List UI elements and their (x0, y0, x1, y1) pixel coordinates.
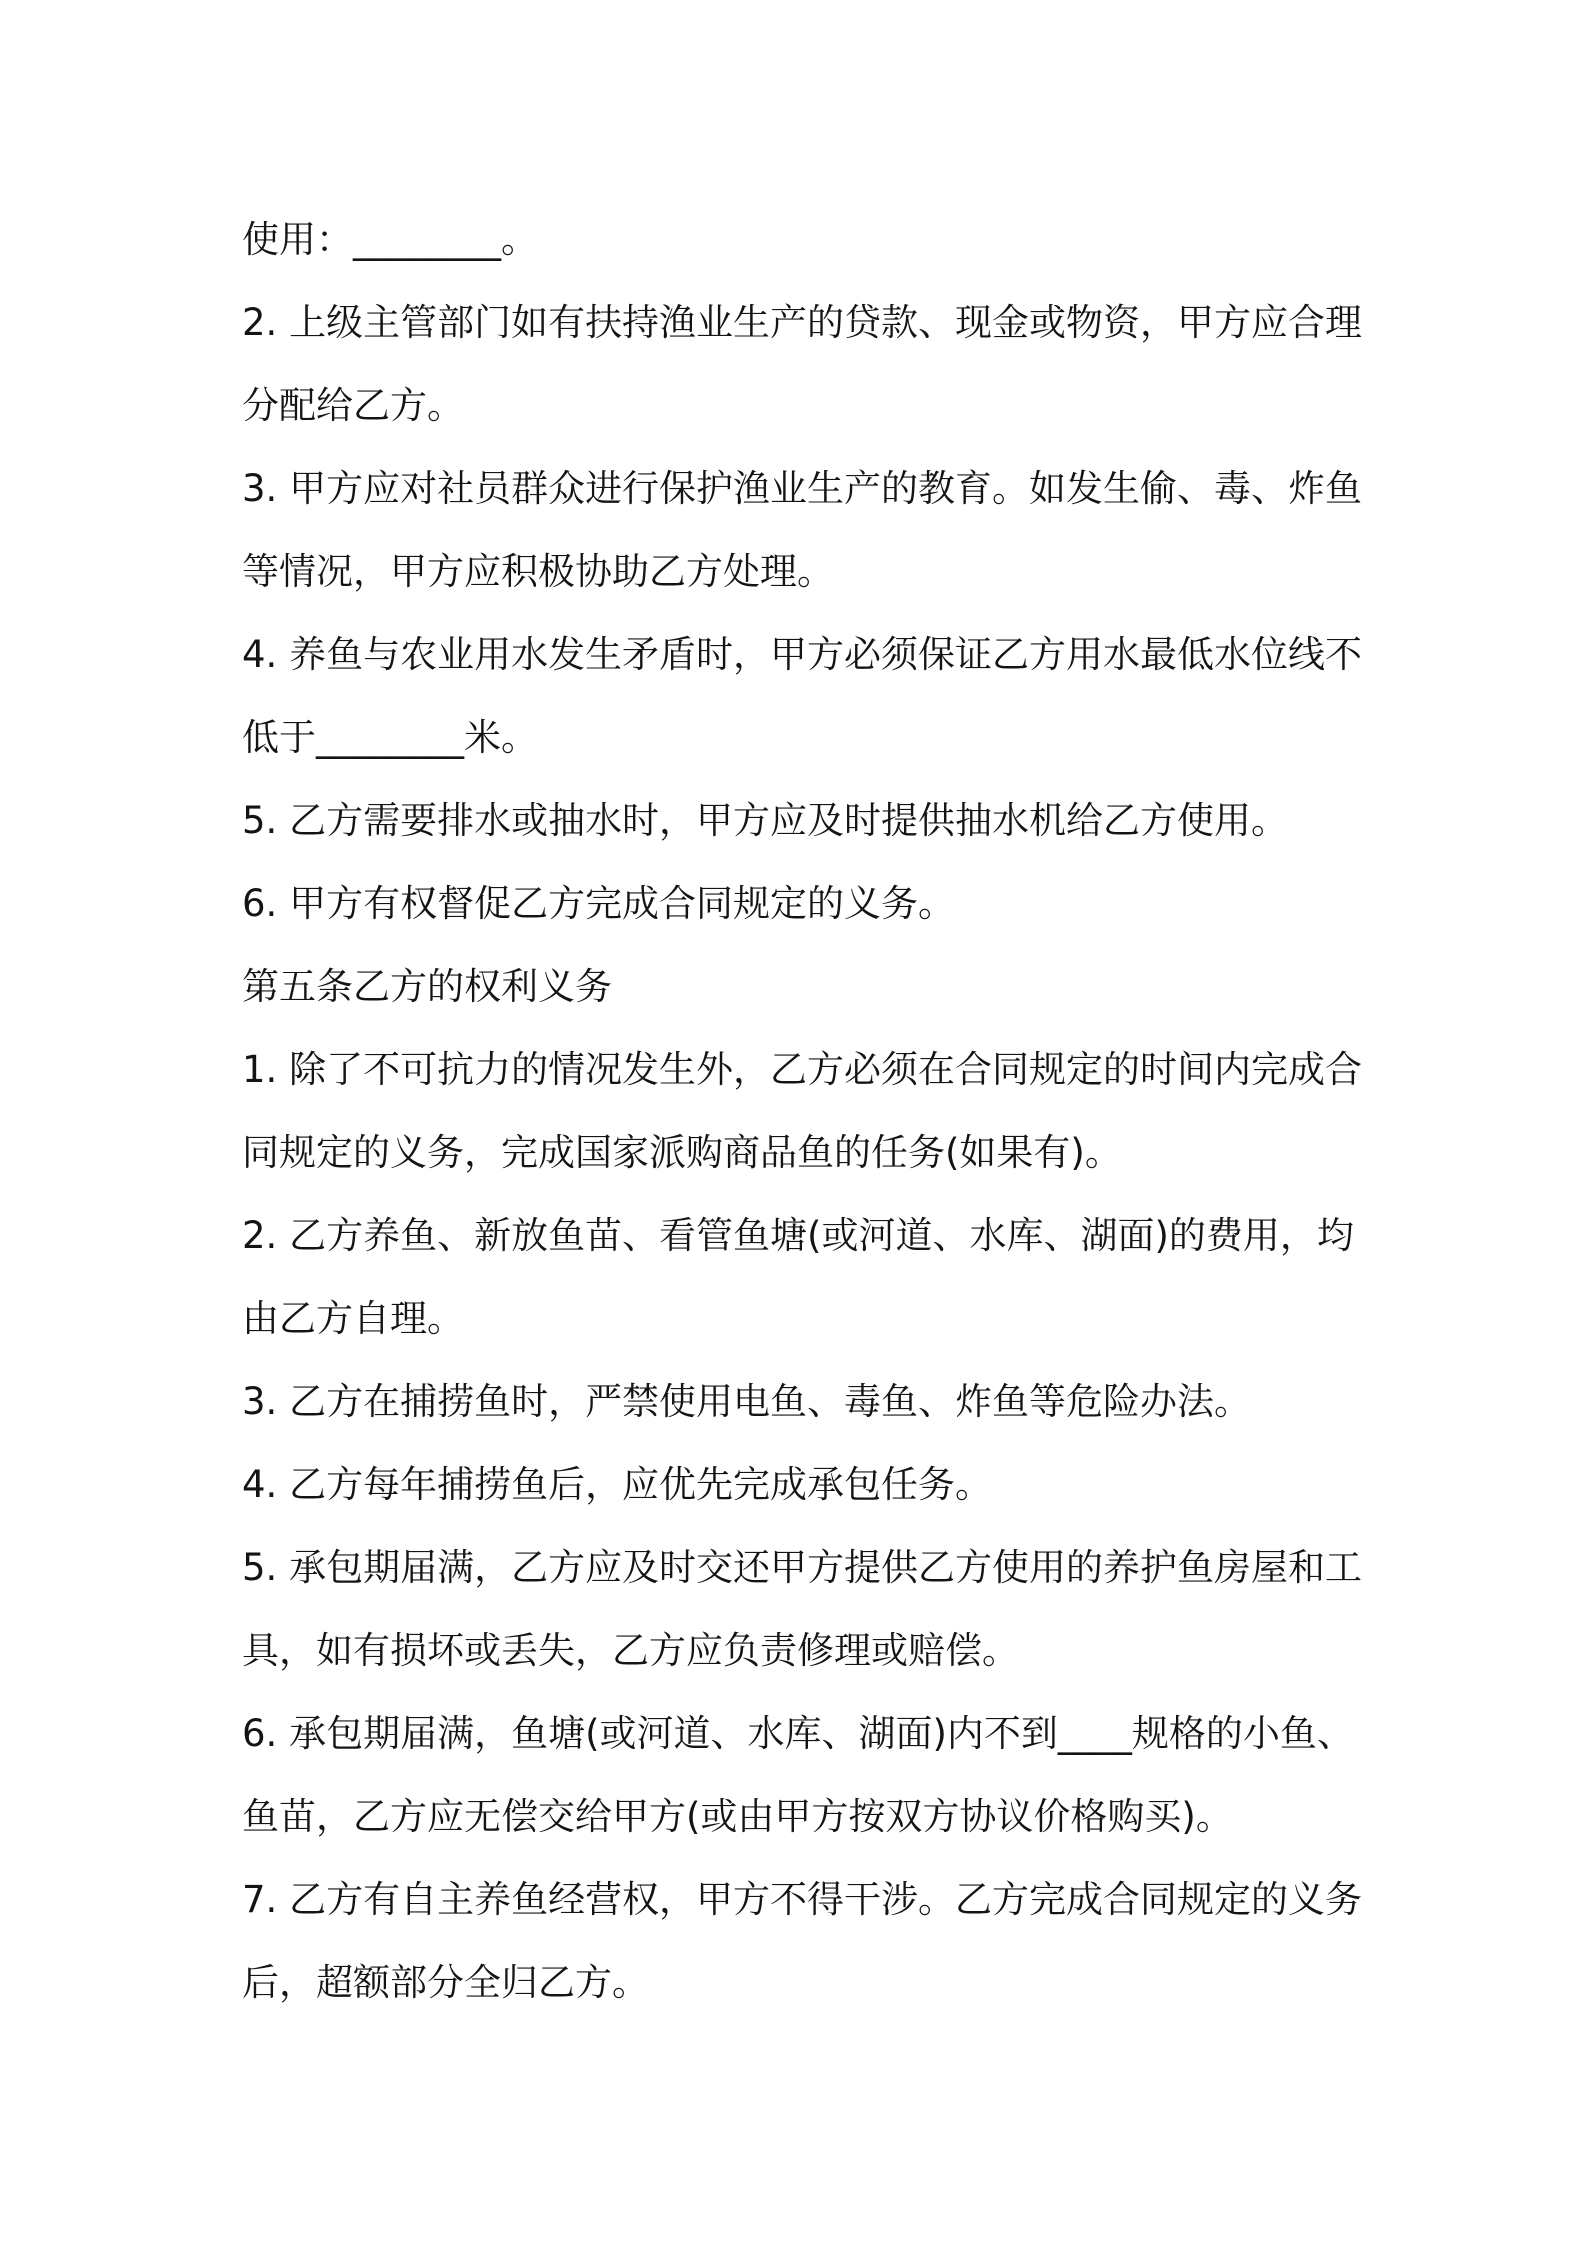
text-line: 由乙方自理。 (242, 1297, 464, 1340)
text-line: 2. 乙方养鱼、新放鱼苗、看管鱼塘(或河道、水库、湖面)的费用，均 (242, 1214, 1354, 1257)
text-line: 2. 上级主管部门如有扶持渔业生产的贷款、现金或物资，甲方应合理 (242, 301, 1363, 344)
document-body (242, 198, 1362, 2024)
text-line: 同规定的义务，完成国家派购商品鱼的任务(如果有)。 (242, 1131, 1122, 1174)
text-line: 3. 甲方应对社员群众进行保护渔业生产的教育。如发生偷、毒、炸鱼 (242, 467, 1363, 510)
section-heading: 第五条乙方的权利义务 (242, 965, 612, 1008)
text-line: 4. 乙方每年捕捞鱼后，应优先完成承包任务。 (242, 1463, 993, 1506)
text-line: 7. 乙方有自主养鱼经营权，甲方不得干涉。乙方完成合同规定的义务 (242, 1878, 1363, 1921)
text-line: 3. 乙方在捕捞鱼时，严禁使用电鱼、毒鱼、炸鱼等危险办法。 (242, 1380, 1252, 1423)
text-line: 分配给乙方。 (242, 384, 464, 427)
text-line: 鱼苗，乙方应无偿交给甲方(或由甲方按双方协议价格购买)。 (242, 1795, 1233, 1838)
text-line: 低于________米。 (242, 716, 538, 759)
text-line: 5. 乙方需要排水或抽水时，甲方应及时提供抽水机给乙方使用。 (242, 799, 1289, 842)
text-line: 使用：________。 (242, 218, 538, 261)
text-line: 具，如有损坏或丢失，乙方应负责修理或赔偿。 (242, 1629, 1019, 1672)
text-line: 后，超额部分全归乙方。 (242, 1961, 649, 2004)
text-line: 5. 承包期届满，乙方应及时交还甲方提供乙方使用的养护鱼房屋和工 (242, 1546, 1363, 1589)
text-line: 等情况，甲方应积极协助乙方处理。 (242, 550, 834, 593)
text-line: 6. 甲方有权督促乙方完成合同规定的义务。 (242, 882, 956, 925)
text-line: 4. 养鱼与农业用水发生矛盾时，甲方必须保证乙方用水最低水位线不 (242, 633, 1363, 676)
text-line: 6. 承包期届满，鱼塘(或河道、水库、湖面)内不到____规格的小鱼、 (242, 1712, 1354, 1755)
text-line: 1. 除了不可抗力的情况发生外，乙方必须在合同规定的时间内完成合 (242, 1048, 1363, 1091)
